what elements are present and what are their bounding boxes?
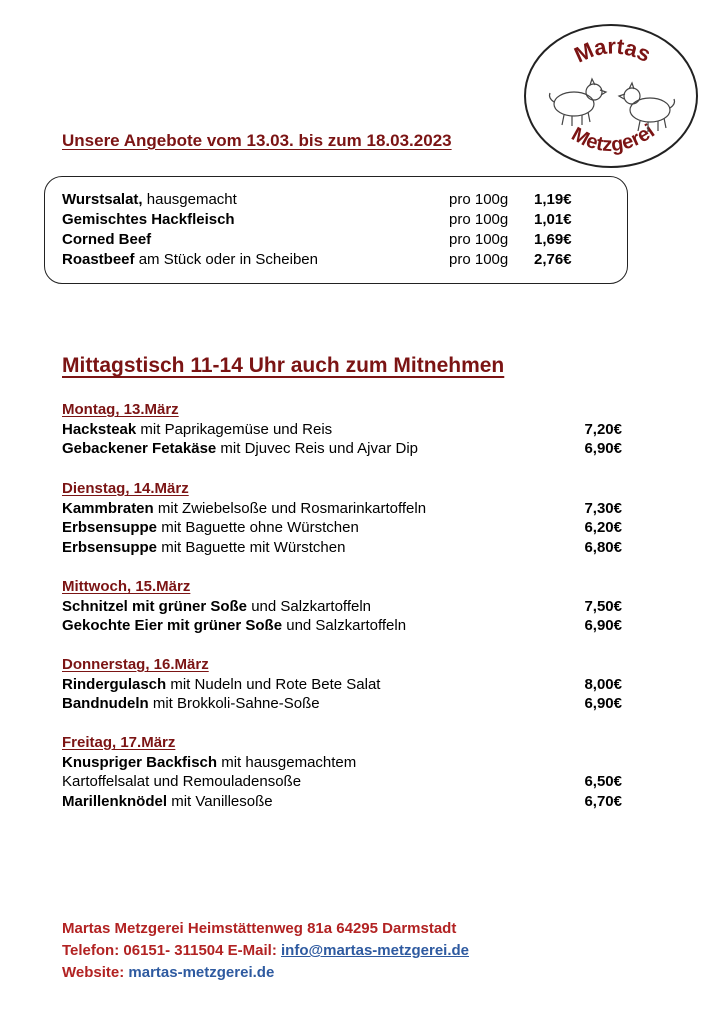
dish-name: Rindergulasch xyxy=(62,675,167,693)
logo-top-text: Martas xyxy=(570,33,655,68)
dish-text xyxy=(62,539,345,556)
footer-contact xyxy=(62,942,469,959)
dish-text xyxy=(62,519,359,536)
menu-item xyxy=(62,440,622,460)
dish-description: mit Djuvec Reis und Ajvar Dip xyxy=(216,440,419,457)
offers-title: Unsere Angebote vom 13.03. bis zum 18.03.2023 xyxy=(62,131,452,150)
offer-price: 1,19€ xyxy=(534,191,572,208)
website-label: Website: xyxy=(62,964,129,981)
dish-price: 6,70€ xyxy=(584,792,622,810)
dish-name: Gebackener Fetakäse xyxy=(62,440,217,457)
dish-price: 6,90€ xyxy=(584,617,622,634)
dish-description: mit Brokkoli-Sahne-Soße xyxy=(148,695,320,712)
dish-text xyxy=(62,695,320,712)
dish-description: mit Paprikagemüse und Reis xyxy=(136,420,333,438)
dish-text xyxy=(62,676,380,693)
offer-name xyxy=(62,211,235,228)
dish-description: mit Baguette ohne Würstchen xyxy=(157,519,359,536)
dish-description: mit Nudeln und Rote Bete Salat xyxy=(166,675,381,693)
offer-unit: pro 100g xyxy=(449,191,509,208)
dish-text xyxy=(62,500,426,517)
dish-name: Hacksteak xyxy=(62,420,137,438)
footer-phone: Telefon: 06151- 311504 E-Mail: xyxy=(62,942,281,959)
offer-name xyxy=(62,251,318,268)
offer-name-rest: hausgemacht xyxy=(142,191,237,208)
dish-description: mit hausgemachtem xyxy=(217,753,357,771)
dish-price: 7,30€ xyxy=(584,499,622,517)
logo-bottom-text: Metzgerei xyxy=(567,120,659,157)
dish-description: und Salzkartoffeln xyxy=(247,597,372,615)
lunch-title: Mittagstisch 11-14 Uhr auch zum Mitnehmen xyxy=(62,354,505,377)
offer-row xyxy=(62,251,622,271)
dish-name: Bandnudeln xyxy=(62,695,149,712)
dish-price: 6,90€ xyxy=(584,440,622,457)
footer-website xyxy=(62,964,274,981)
menu-item xyxy=(62,695,622,715)
offer-name xyxy=(62,231,151,248)
day-heading: Montag, 13.März xyxy=(62,401,179,418)
dish-price: 8,00€ xyxy=(584,675,622,693)
offer-name-bold: Roastbeef xyxy=(62,251,135,268)
offer-price: 2,76€ xyxy=(534,251,572,268)
dish-price: 7,20€ xyxy=(584,420,622,438)
offer-unit: pro 100g xyxy=(449,211,509,228)
offer-price: 1,69€ xyxy=(534,231,572,248)
dish-description: mit Baguette mit Würstchen xyxy=(157,538,346,556)
dish-price: 6,80€ xyxy=(584,538,622,556)
dish-name: Kammbraten xyxy=(62,499,154,517)
menu-item xyxy=(62,539,622,559)
offer-row xyxy=(62,191,622,211)
offer-price: 1,01€ xyxy=(534,211,572,228)
website-link[interactable]: martas-metzgerei.de xyxy=(128,964,275,981)
day-heading: Dienstag, 14.März xyxy=(62,480,189,497)
dish-price: 6,90€ xyxy=(584,695,622,712)
offer-unit: pro 100g xyxy=(449,251,509,268)
offer-name-rest: am Stück oder in Scheiben xyxy=(134,251,318,268)
menu-item xyxy=(62,676,622,696)
menu-item xyxy=(62,773,622,793)
dish-text xyxy=(62,617,406,634)
dish-description: Kartoffelsalat und Remouladensoße xyxy=(62,773,302,790)
dish-text xyxy=(62,793,273,810)
dish-text xyxy=(62,440,418,457)
menu-item xyxy=(62,519,622,539)
offer-name xyxy=(62,191,237,208)
menu-item xyxy=(62,598,622,618)
footer-address: Martas Metzgerei Heimstättenweg 81a 64295 Darmstadt xyxy=(62,920,457,937)
menu-item xyxy=(62,793,622,813)
day-heading: Mittwoch, 15.März xyxy=(62,578,191,595)
dish-description: mit Zwiebelsoße und Rosmarinkartoffeln xyxy=(153,499,427,517)
offer-name-bold: Gemischtes Hackfleisch xyxy=(62,211,235,228)
menu-item xyxy=(62,754,622,774)
dish-price: 6,50€ xyxy=(584,773,622,790)
dish-text xyxy=(62,773,301,790)
dish-text xyxy=(62,421,332,438)
email-link[interactable]: info@martas-metzgerei.de xyxy=(281,942,470,959)
dish-text xyxy=(62,598,371,615)
dish-name: Erbsensuppe xyxy=(62,538,158,556)
dish-price: 7,50€ xyxy=(584,597,622,615)
offer-row xyxy=(62,231,622,251)
dish-name: Schnitzel mit grüner Soße xyxy=(62,597,248,615)
dish-description: mit Vanillesoße xyxy=(167,792,273,810)
dish-description: und Salzkartoffeln xyxy=(282,617,407,634)
dish-name: Erbsensuppe xyxy=(62,519,158,536)
dish-price: 6,20€ xyxy=(584,519,622,536)
dish-text xyxy=(62,754,356,771)
dish-name: Gekochte Eier mit grüner Soße xyxy=(62,617,283,634)
offer-name-bold: Corned Beef xyxy=(62,231,152,248)
day-heading: Freitag, 17.März xyxy=(62,734,176,751)
offer-name-bold: Wurstsalat, xyxy=(62,191,143,208)
dish-name: Knuspriger Backfisch xyxy=(62,753,218,771)
menu-item xyxy=(62,421,622,441)
dish-name: Marillenknödel xyxy=(62,792,168,810)
day-heading: Donnerstag, 16.März xyxy=(62,656,209,673)
menu-item xyxy=(62,500,622,520)
offer-unit: pro 100g xyxy=(449,231,509,248)
offer-row xyxy=(62,211,622,231)
martas-metzgerei-logo xyxy=(522,22,700,170)
menu-item xyxy=(62,617,622,637)
